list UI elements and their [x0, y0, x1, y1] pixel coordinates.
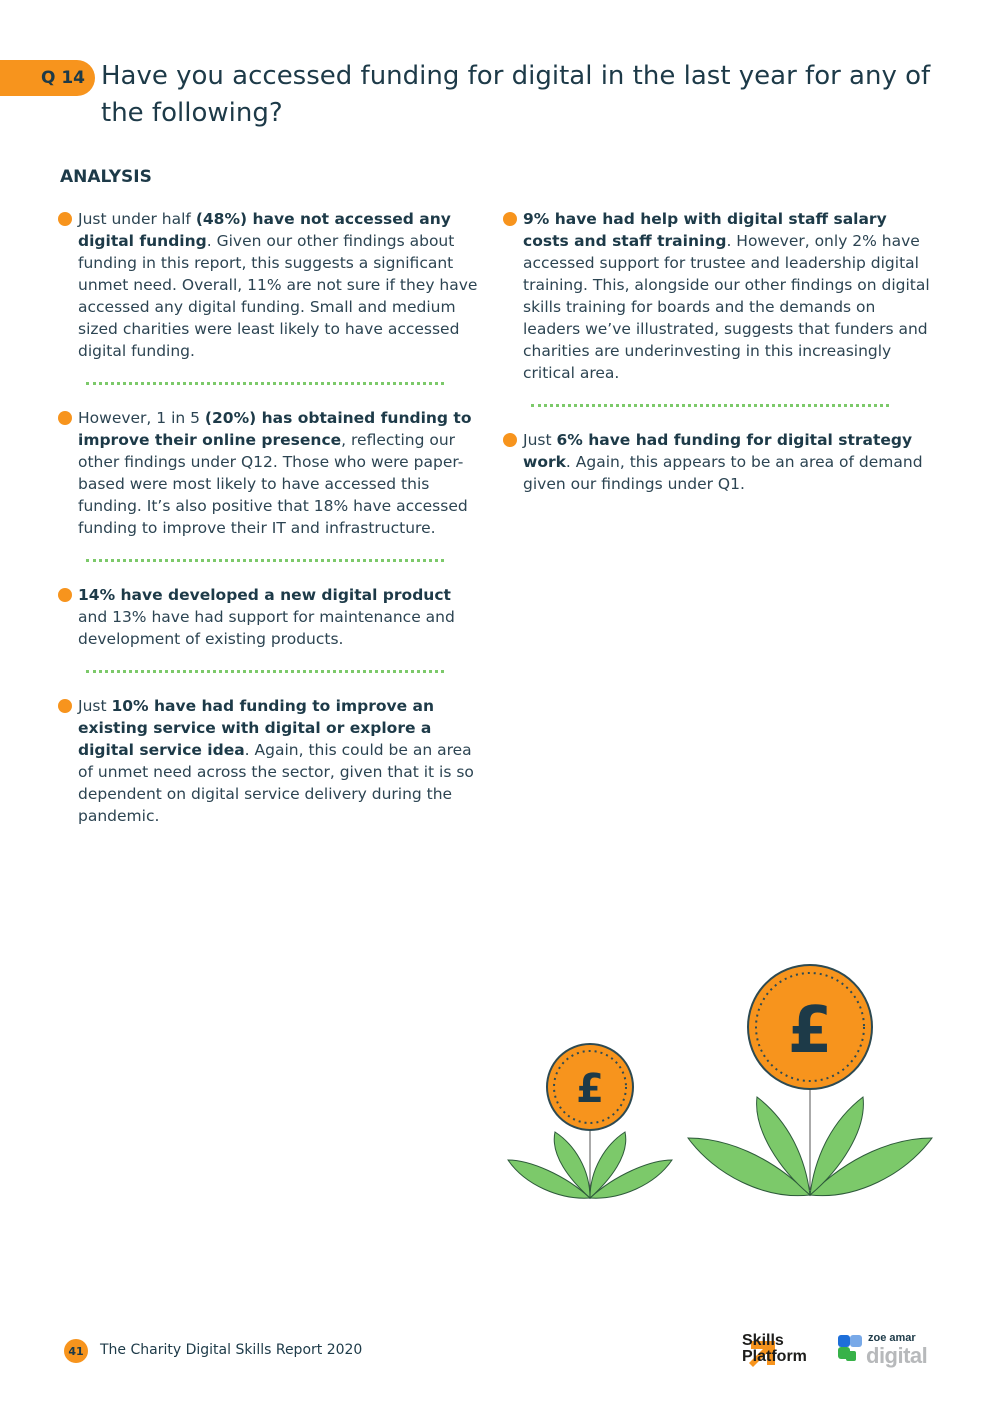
- zoe-amar-digital-icon: [836, 1333, 866, 1365]
- dotted-divider: [531, 404, 889, 407]
- finding-item: [503, 429, 933, 495]
- page-number-badge: [64, 1339, 88, 1363]
- large-coin-plant: [688, 965, 932, 1196]
- finding-item: [503, 208, 933, 384]
- report-title: The Charity Digital Skills Report 2020: [100, 1342, 363, 1358]
- finding-text-post: . Again, this appears to be an area of demand given our findings under Q1.: [523, 453, 923, 493]
- logo-line-2: Platform: [742, 1348, 807, 1365]
- dotted-divider: [86, 559, 444, 562]
- page-number: 41: [68, 1344, 84, 1358]
- finding-text-bold: 10% have had funding to improve an existing service with digital or explore a digital service idea: [78, 697, 435, 759]
- bullet-icon: [58, 588, 72, 602]
- finding-text-post: . However, only 2% have accessed support for trustee and leadership digital training. This, alongside our other findings on digital skills training for boards and the demands on leaders we’ve illustrated, suggests that funders and charities are underinvesting in this increasingly critical area.: [523, 232, 930, 382]
- section-label: ANALYSIS: [60, 167, 152, 187]
- pound-icon: £: [576, 1066, 604, 1112]
- finding-text-post: and 13% have had support for maintenance and development of existing products.: [78, 608, 455, 648]
- finding-text-bold: 9% have had help with digital staff salary costs and staff training: [523, 210, 887, 250]
- finding-text-pre: Just: [523, 431, 557, 449]
- skills-platform-wordmark: [742, 1333, 807, 1365]
- small-coin-plant: [508, 1044, 672, 1198]
- left-column: [58, 208, 488, 827]
- coin-plants-illustration: [505, 960, 935, 1210]
- finding-text-post: . Again, this could be an area of unmet need across the sector, given that it is so dependent on digital service delivery during the pandemic.: [78, 741, 474, 825]
- bullet-icon: [58, 411, 72, 425]
- question-tag: [0, 60, 95, 96]
- bullet-icon: [58, 212, 72, 226]
- finding-text-post: , reflecting our other findings under Q12. Those who were paper-based were most likely to have accessed this funding. It’s also positive that 18% have accessed funding to improve their IT and infrastructure.: [78, 431, 468, 537]
- finding-text-post: . Given our other findings about funding in this report, this suggests a significant unmet need. Overall, 11% are not sure if they have accessed any digital funding. Small and medium sized charities were least likely to have accessed digital funding.: [78, 232, 478, 360]
- finding-text-bold: (20%) has obtained funding to improve their online presence: [78, 409, 472, 449]
- finding-item: [58, 208, 488, 362]
- page-title: Have you accessed funding for digital in the last year for any of the following?: [101, 61, 931, 128]
- pound-icon: £: [787, 994, 833, 1068]
- bullet-icon: [58, 699, 72, 713]
- logo-line-1: Skills: [742, 1332, 784, 1349]
- finding-text-pre: Just: [78, 697, 112, 715]
- bullet-icon: [503, 212, 517, 226]
- finding-text-pre: Just under half: [78, 210, 196, 228]
- bullet-icon: [503, 433, 517, 447]
- dotted-divider: [86, 382, 444, 385]
- finding-text-bold: 6% have had funding for digital strategy work: [523, 431, 913, 471]
- finding-item: [58, 695, 488, 827]
- finding-item: [58, 407, 488, 539]
- question-number: Q 14: [40, 68, 85, 88]
- finding-text-pre: However, 1 in 5: [78, 409, 205, 427]
- finding-item: [58, 584, 488, 650]
- zoe-amar-wordmark: zoe amar: [868, 1332, 916, 1344]
- dotted-divider: [86, 670, 444, 673]
- digital-wordmark: digital: [866, 1343, 928, 1368]
- finding-text-bold: (48%) have not accessed any digital funding: [78, 210, 451, 250]
- right-column: [503, 208, 933, 495]
- finding-text-bold: 14% have developed a new digital product: [78, 586, 451, 604]
